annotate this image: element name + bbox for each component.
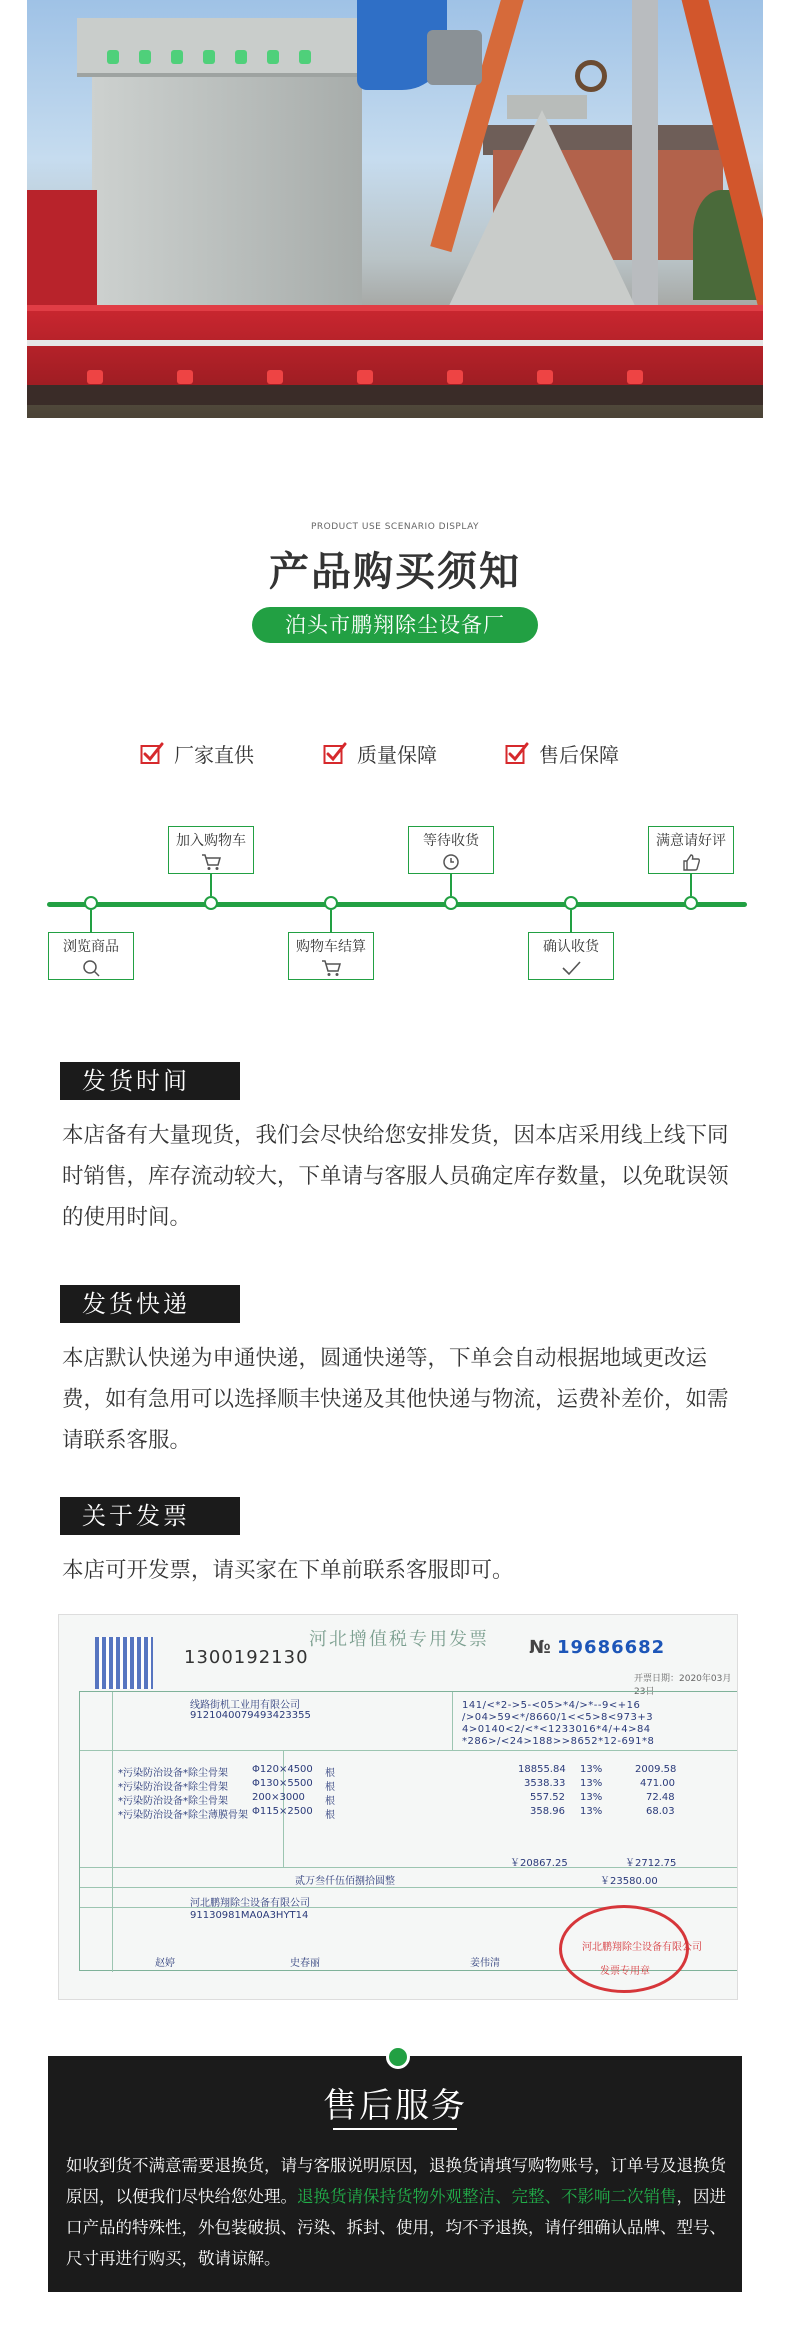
pulse-valve: [203, 50, 215, 64]
truck-latch: [537, 370, 553, 384]
timeline-node: [324, 896, 338, 910]
invoice-amount: 557.52: [530, 1792, 565, 1803]
guarantee-quality: [323, 738, 437, 768]
invoice-sample-image: [58, 1614, 738, 2000]
timeline-stem: [450, 874, 452, 896]
step-label: 浏览商品: [63, 939, 119, 955]
truck-latch: [177, 370, 193, 384]
buyer-tax-id: 9121040079493423355: [190, 1710, 311, 1721]
invoice-tax: 72.48: [646, 1792, 675, 1803]
invoice-cipher: 141/<*2->5-<05>*4/>*--9<+16 />04>59<*/8660/1<<5>8<973+3 4>0140<2/<*<1233016*4/+4>84 *286>/<24>188>>8652*12-691*8: [462, 1700, 655, 1747]
cart-icon: [200, 853, 222, 871]
truck-latch: [87, 370, 103, 384]
invoice-item: *污染防治设备*除尘骨架: [118, 1768, 228, 1779]
section-caption: PRODUCT USE SCENARIO DISPLAY: [310, 522, 480, 532]
invoice-item: *污染防治设备*除尘薄膜骨架: [118, 1810, 248, 1821]
invoice-text: 本店可开发票，请买家在下单前联系客服即可。: [62, 1558, 514, 1583]
shipping-express-text: 本店默认快递为申通快递，圆通快递等，下单会自动根据地域更改运费，如有急用可以选择顺丰快递及其他快递与物流，运费补差价，如需请联系客服。: [62, 1346, 729, 1453]
crane-hook: [575, 60, 607, 92]
timeline-node: [444, 896, 458, 910]
step-label: 满意请好评: [656, 833, 726, 849]
step-label: 购物车结算: [296, 939, 366, 955]
dust-collector-top: [77, 18, 377, 77]
invoice-spec: Φ120×4500: [252, 1764, 313, 1775]
truck-stripe: [27, 340, 763, 346]
page-title: 产品购买须知: [269, 549, 521, 595]
timeline-node: [684, 896, 698, 910]
invoice-tax-rate: 13%: [580, 1792, 603, 1803]
thumbs-up-icon: [680, 853, 702, 871]
company-name-badge: 泊头市鹏翔除尘设备厂: [252, 607, 538, 643]
seal-subtitle: 发票专用章: [600, 1966, 650, 1977]
invoice-tax-rate: 13%: [580, 1764, 603, 1775]
invoice-grand-total: ￥23580.00: [600, 1876, 658, 1887]
grid-line: [80, 1887, 738, 1888]
fan-motor: [427, 30, 482, 85]
step-add-to-cart: [168, 826, 254, 874]
invoice-unit: 根: [325, 1810, 335, 1821]
grid-line: [112, 1692, 113, 1972]
invoice-seal: [559, 1905, 702, 1993]
cart-icon: [320, 959, 342, 977]
product-photo: [27, 0, 763, 418]
truck-latch: [447, 370, 463, 384]
invoice-tax-rate: 13%: [580, 1778, 603, 1789]
invoice-code: 1300192130: [184, 1647, 309, 1668]
guarantee-direct-supply: [140, 738, 254, 768]
invoice-title: 河北增值税专用发票: [309, 1629, 489, 1650]
grid-line: [452, 1692, 453, 1750]
guarantee-after-sales: [505, 738, 619, 768]
checkbox-check-icon: [505, 741, 529, 765]
shipping-time-heading: 发货时间: [60, 1062, 240, 1100]
seller-name: 河北鹏翔除尘设备有限公司: [190, 1898, 310, 1909]
pulse-valve: [299, 50, 311, 64]
invoice-tax-rate: 13%: [580, 1806, 603, 1817]
invoice-total-caption: 贰万叁仟伍佰捌拾圆整: [295, 1876, 395, 1887]
invoice-item: *污染防治设备*除尘骨架: [118, 1782, 228, 1793]
qr-code: [95, 1637, 153, 1689]
invoice-payee: 赵婷: [155, 1958, 175, 1969]
invoice-tax: 471.00: [640, 1778, 675, 1789]
seller-tax-id: 91130981MA0A3HYT14: [190, 1910, 309, 1921]
grid-line: [80, 1750, 738, 1751]
pulse-valve: [267, 50, 279, 64]
invoice-amount: 18855.84: [518, 1764, 566, 1775]
timeline-node: [564, 896, 578, 910]
clock-icon: [440, 853, 462, 871]
timeline-node: [204, 896, 218, 910]
invoice-issuer: 姜伟清: [470, 1958, 500, 1969]
invoice-amount: 358.96: [530, 1806, 565, 1817]
guarantee-label: 厂家直供: [174, 742, 254, 767]
timeline-stem: [210, 874, 212, 896]
pulse-valve: [139, 50, 151, 64]
invoice-tax: 68.03: [646, 1806, 675, 1817]
step-await-delivery: [408, 826, 494, 874]
step-label: 等待收货: [423, 833, 479, 849]
seal-company: 河北鹏翔除尘设备有限公司: [582, 1942, 702, 1953]
after-sales-text-part: 如收到货不满意需要退换货，请与客服说明原因，退换货请填写购物账号，订单号及退换货原因，以便我们尽快给您处理。: [66, 2156, 726, 2206]
pulse-valve: [171, 50, 183, 64]
after-sales-dot: [386, 2045, 410, 2069]
invoice-date: 开票日期：2020年03月23日: [634, 1674, 732, 1697]
invoice-reviewer: 史春丽: [290, 1958, 320, 1969]
after-sales-highlight: 退换货请保持货物外观整洁、完整、不影响二次销售: [297, 2187, 677, 2206]
invoice-tax: 2009.58: [635, 1764, 677, 1775]
timeline-stem: [690, 874, 692, 896]
checkbox-check-icon: [323, 741, 347, 765]
invoice-heading: 关于发票: [60, 1497, 240, 1535]
after-sales-panel: [48, 2056, 742, 2292]
cyclone-hopper: [447, 110, 637, 310]
process-timeline: [47, 902, 747, 907]
invoice-spec: 200×3000: [252, 1792, 305, 1803]
guarantee-row: [0, 738, 790, 768]
title-underline: [333, 2128, 457, 2130]
invoice-unit: 根: [325, 1796, 335, 1807]
step-confirm-receipt: [528, 932, 614, 980]
pulse-valve: [235, 50, 247, 64]
step-label: 确认收货: [543, 939, 599, 955]
search-icon: [80, 959, 102, 977]
step-browse: [48, 932, 134, 980]
invoice-amount: 3538.33: [524, 1778, 566, 1789]
check-icon: [560, 959, 582, 977]
step-checkout: [288, 932, 374, 980]
after-sales-title: 售后服务: [323, 2086, 467, 2126]
truck-latch: [627, 370, 643, 384]
invoice-spec: Φ130×5500: [252, 1778, 313, 1789]
shipping-express-heading: 发货快递: [60, 1285, 240, 1323]
truck-latch: [357, 370, 373, 384]
guarantee-label: 质量保障: [357, 742, 437, 767]
invoice-number: 19686682: [557, 1637, 666, 1658]
after-sales-text: [66, 2150, 726, 2274]
truck-bed: [27, 305, 763, 391]
truck-chassis: [27, 385, 763, 405]
checkbox-check-icon: [140, 741, 164, 765]
invoice-total-amount: ￥20867.25: [510, 1858, 568, 1869]
buyer-name: 线路街机工业用有限公司: [190, 1700, 300, 1711]
invoice-total-tax: ￥2712.75: [625, 1858, 677, 1869]
invoice-unit: 根: [325, 1768, 335, 1779]
truck-latch: [267, 370, 283, 384]
invoice-spec: Φ115×2500: [252, 1806, 313, 1817]
pulse-valve: [107, 50, 119, 64]
invoice-item: *污染防治设备*除尘骨架: [118, 1796, 228, 1807]
step-leave-review: [648, 826, 734, 874]
invoice-unit: 根: [325, 1782, 335, 1793]
timeline-node: [84, 896, 98, 910]
guarantee-label: 售后保障: [539, 742, 619, 767]
after-sales-text-part: ，因进口产品的特殊性，外包装破损、污染、拆封、使用，均不予退换，请仔细确认品牌、型号、尺寸再进行购买，敬请谅解。: [66, 2187, 726, 2268]
shipping-time-text: 本店备有大量现货，我们会尽快给您安排发货，因本店采用线上线下同时销售，库存流动较大，下单请与客服人员确定库存数量，以免耽误领的使用时间。: [62, 1123, 729, 1230]
invoice-number-label: №: [529, 1637, 551, 1658]
step-label: 加入购物车: [176, 833, 246, 849]
